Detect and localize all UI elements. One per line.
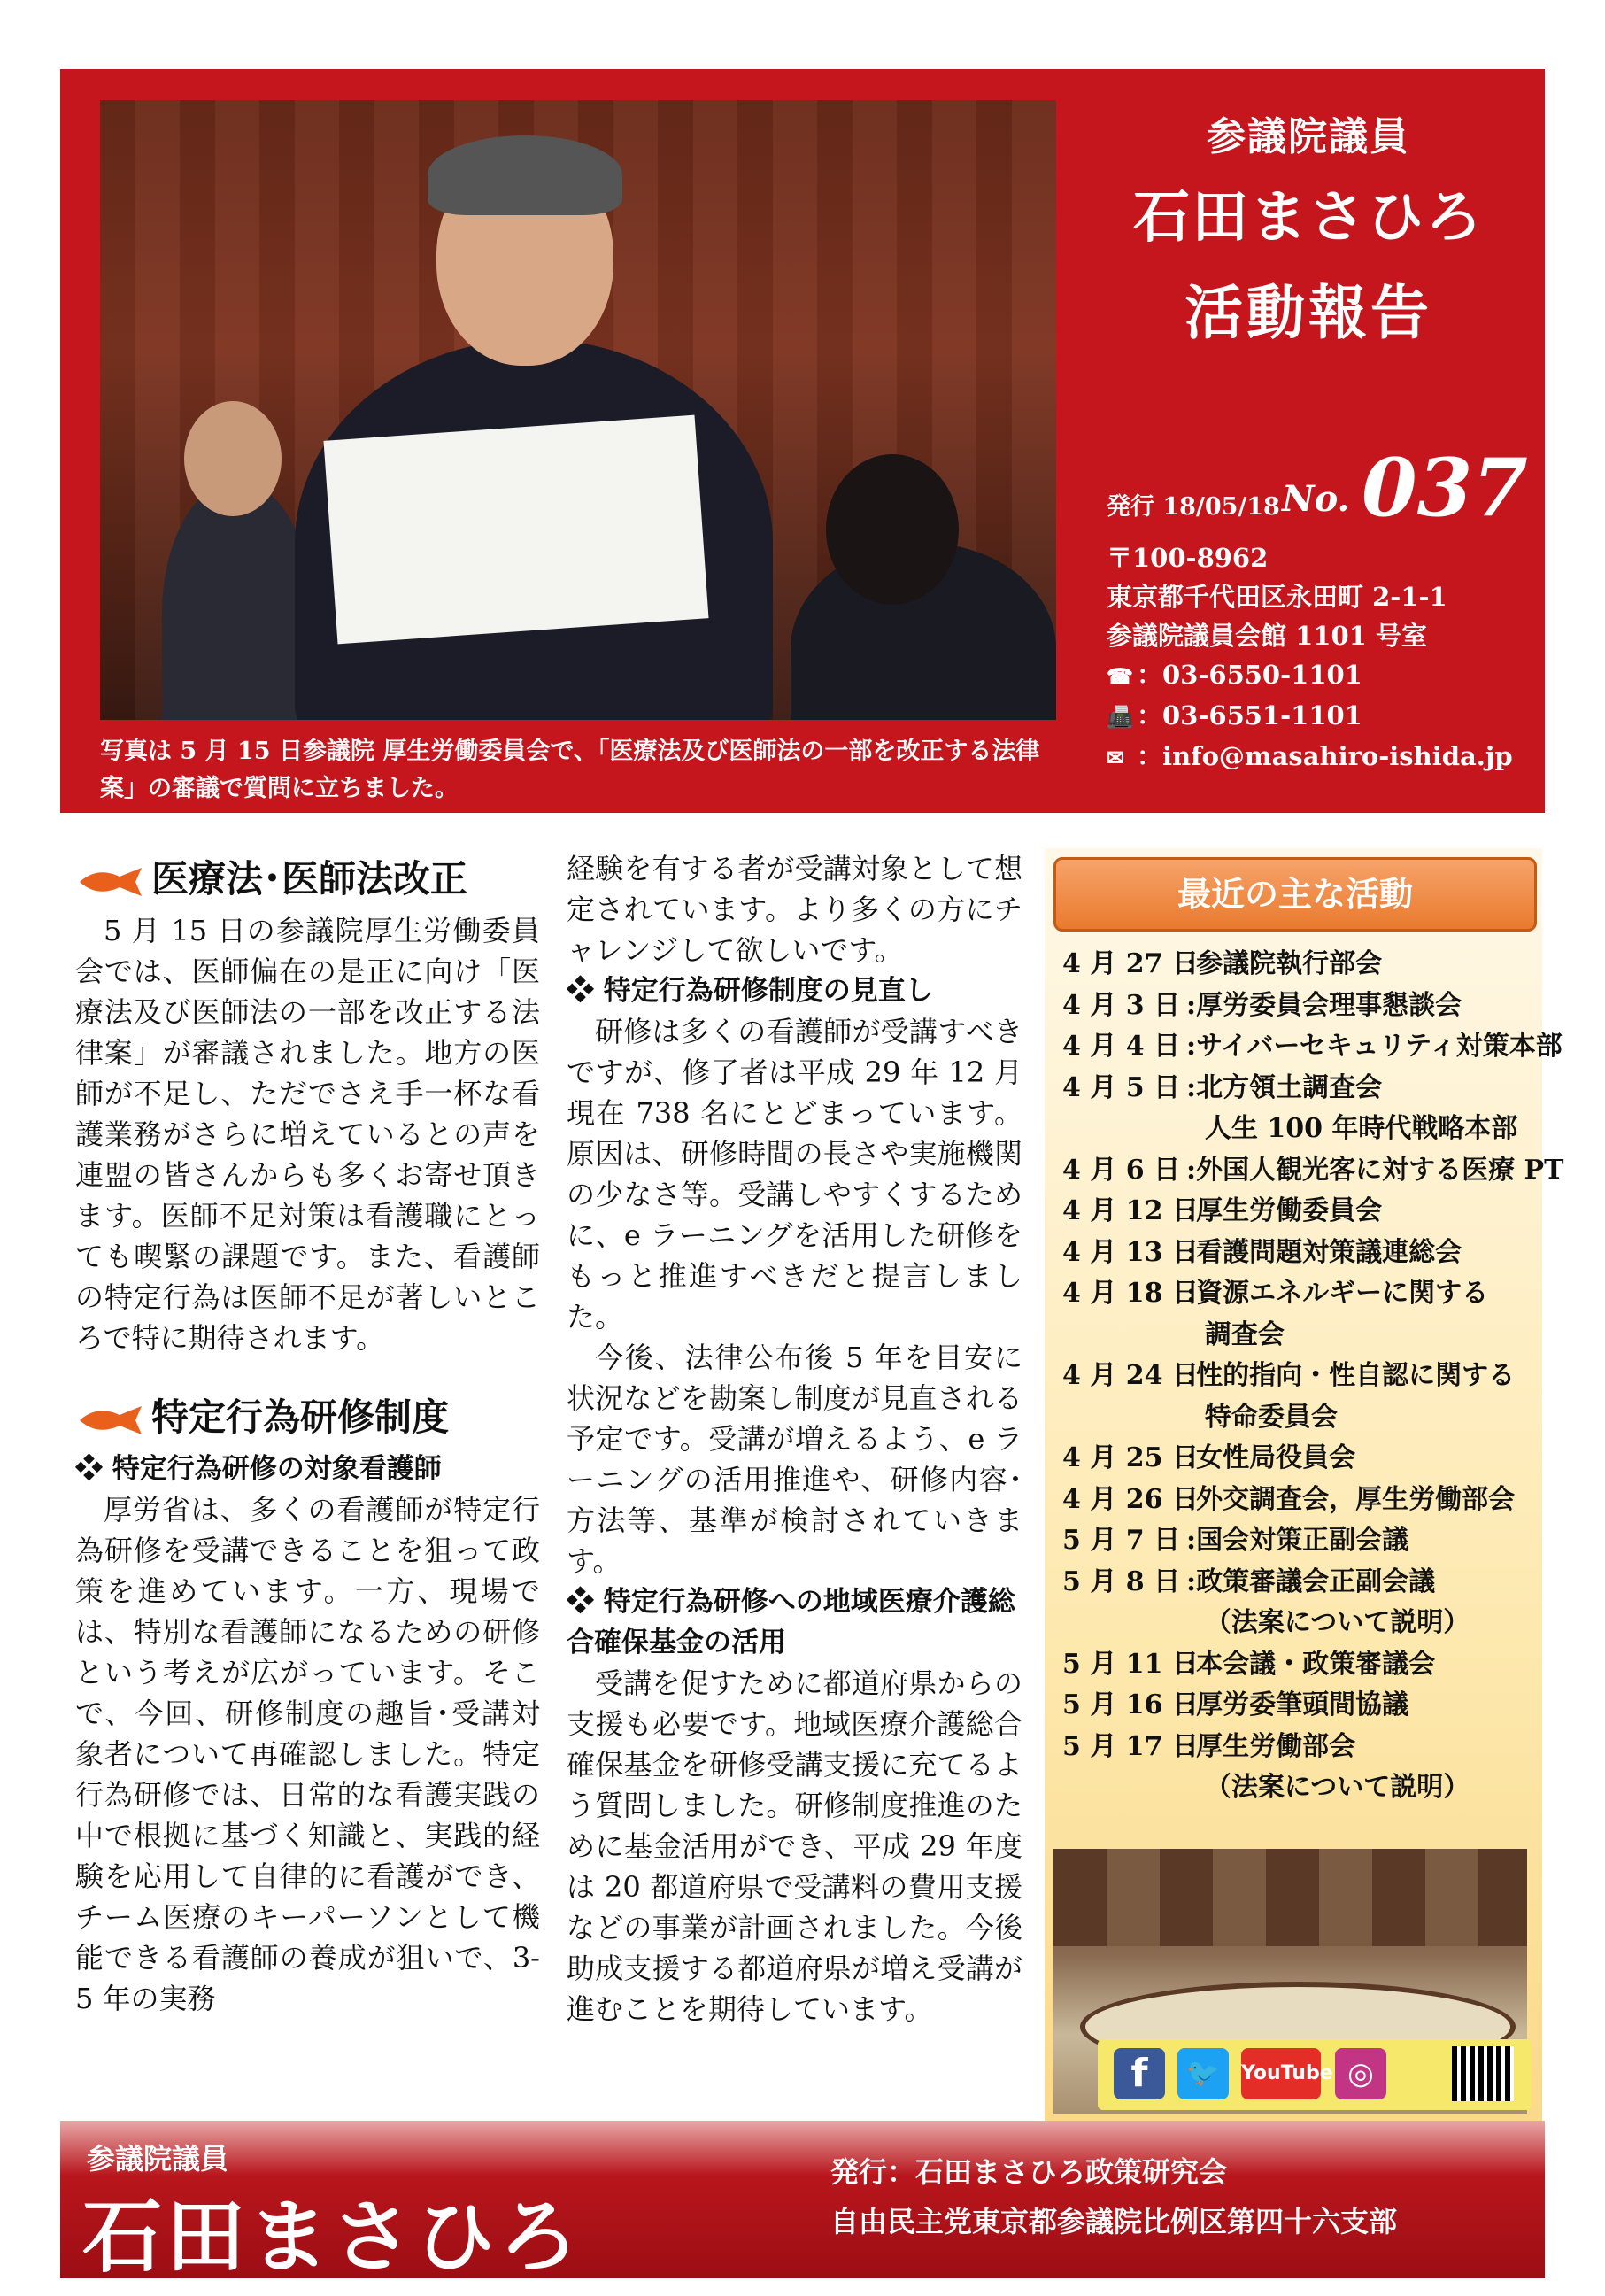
activity-text: :厚労委筆頭間協議 [1186, 1689, 1409, 1720]
issue-info [1087, 441, 1530, 535]
social-links [1098, 2039, 1532, 2110]
activity-text: :本会議・政策審議会 [1186, 1648, 1436, 1680]
activity-item [1062, 1109, 1540, 1150]
address-line-2: 参議院議員会館 1101 号室 [1107, 621, 1427, 651]
activity-date: 5 月 7 日 [1062, 1525, 1181, 1556]
activity-item [1062, 1150, 1564, 1192]
activity-date [1062, 1767, 1186, 1809]
header-banner [60, 69, 1545, 813]
activity-item [1062, 1438, 1540, 1480]
activity-text: :看護問題対策議連総会 [1186, 1236, 1462, 1268]
activity-text: :政策審議会正副会議 [1186, 1565, 1436, 1597]
masthead [1087, 104, 1530, 771]
column-2 [567, 848, 1022, 2029]
activity-item [1062, 1026, 1563, 1068]
committee-photo [100, 100, 1056, 720]
tel-row [1107, 655, 1513, 696]
activity-item [1062, 1644, 1540, 1686]
activity-item [1062, 1685, 1540, 1727]
postal-code: 〒100-8962 [1107, 543, 1269, 573]
qr-code-icon[interactable] [1452, 2046, 1514, 2101]
activity-date: 4 月 26 日 [1062, 1483, 1199, 1515]
activity-text: :厚生労働部会 [1186, 1730, 1356, 1762]
publisher-line-2: 自由民主党東京都参議院比例区第四十六支部 [830, 2205, 1398, 2238]
activities-title: 最近の主な活動 [1053, 857, 1537, 932]
issue-date: 発行 18/05/18 [1107, 493, 1280, 521]
column-1 [75, 848, 540, 2019]
activity-text: :女性局役員会 [1186, 1442, 1356, 1473]
subheading: ❖ 特定行為研修への地域医療介護総合確保基金の活用 [567, 1586, 1015, 1658]
activity-item [1062, 1233, 1540, 1274]
activity-date: 4 月 13 日 [1062, 1236, 1199, 1268]
section-body: 受講を促すために都道府県からの支援も必要です。地域医療介護総合確保基金を研修受講支援に充てるよう質問しました。研修制度推進のために基金活用ができ、平成 29 年度は 20 都道府県で受講料の費用支援などの事業が計画されました。今後助成支援する都道府県が増え受講が進むことを期待しています。 [567, 1666, 1022, 2026]
activity-item [1062, 1603, 1540, 1644]
activity-text: :厚生労働委員会 [1186, 1195, 1383, 1226]
activity-item [1062, 1767, 1540, 1809]
activity-text: 人生 100 年時代戦略本部 [1186, 1113, 1518, 1144]
contact-address [1107, 538, 1513, 777]
fax-row [1107, 696, 1513, 737]
activity-text: 調査会 [1186, 1318, 1285, 1350]
activity-text: （法案について説明） [1186, 1607, 1470, 1638]
goldfish-icon [75, 864, 146, 900]
activity-date: 4 月 6 日 [1062, 1154, 1181, 1186]
fax-icon: 📠 [1107, 704, 1133, 730]
activity-text: :外国人観光客に対する医療 PT [1186, 1154, 1564, 1186]
instagram-icon[interactable]: ◎ [1335, 2048, 1386, 2099]
activity-item [1062, 1356, 1540, 1397]
activity-date [1062, 1397, 1186, 1439]
section-title-text: 特定行為研修制度 [151, 1395, 450, 1439]
masthead-role: 参議院議員 [1207, 114, 1410, 159]
activity-item [1062, 1068, 1540, 1109]
activity-text: :国会対策正副会議 [1186, 1525, 1409, 1556]
activity-date: 4 月 24 日 [1062, 1360, 1199, 1391]
activity-text: :外交調査会，厚生労働部会 [1186, 1483, 1516, 1515]
issue-no-label: No. [1282, 478, 1350, 520]
activities-list [1062, 944, 1564, 1809]
activity-text: :厚労委員会理事懇談会 [1186, 989, 1462, 1021]
activity-date: 4 月 27 日 [1062, 948, 1199, 979]
activity-text: （法案について説明） [1186, 1772, 1470, 1803]
phone-icon: ☎ [1107, 663, 1133, 689]
publisher-line-1: 発行：石田まさひろ政策研究会 [830, 2155, 1228, 2189]
activity-date: 4 月 4 日 [1062, 1031, 1181, 1062]
activity-date: 4 月 5 日 [1062, 1071, 1181, 1103]
activity-item [1062, 944, 1540, 986]
activity-text: :サイバーセキュリティ対策本部 [1186, 1031, 1563, 1062]
issue-number: 037 [1362, 441, 1528, 535]
facebook-icon[interactable]: f [1114, 2048, 1165, 2099]
footer-banner [60, 2121, 1545, 2284]
address-line-1: 東京都千代田区永田町 2-1-1 [1107, 582, 1447, 612]
activity-item [1062, 986, 1540, 1027]
footer-name: 石田まさひろ [82, 2191, 582, 2284]
activity-item [1062, 1397, 1540, 1439]
masthead-report-title: 活動報告 [1184, 278, 1432, 347]
activity-text: 特命委員会 [1186, 1401, 1338, 1433]
activity-item [1062, 1191, 1540, 1233]
activity-date: 4 月 12 日 [1062, 1195, 1199, 1226]
footer-role: 参議院議員 [87, 2142, 229, 2176]
activity-date: 5 月 11 日 [1062, 1648, 1199, 1680]
goldfish-icon [75, 1403, 146, 1438]
activity-date [1062, 1315, 1186, 1357]
masthead-name: 石田まさひろ [1133, 184, 1484, 251]
activity-text: :北方領土調査会 [1186, 1071, 1383, 1103]
activity-date: 5 月 16 日 [1062, 1689, 1199, 1720]
activity-date: 4 月 3 日 [1062, 989, 1181, 1021]
activity-date: 4 月 25 日 [1062, 1442, 1199, 1473]
section-body: 経験を有する者が受講対象として想定されています。より多くの方にチャレンジして欲しいです。 [567, 852, 1022, 967]
activity-item [1062, 1562, 1540, 1604]
email-address: ：info@masahiro-ishida.jp [1137, 741, 1513, 771]
youtube-icon[interactable]: YouTube [1241, 2048, 1321, 2099]
activity-item [1062, 1480, 1540, 1521]
email-row [1107, 737, 1513, 777]
activity-item [1062, 1315, 1540, 1357]
fax-number: ：03-6551-1101 [1137, 700, 1362, 731]
subheading: ❖ 特定行為研修の対象看護師 [75, 1453, 442, 1485]
activity-date [1062, 1109, 1186, 1150]
subheading: ❖ 特定行為研修制度の見直し [567, 975, 933, 1007]
activity-item [1062, 1273, 1540, 1315]
activity-item [1062, 1727, 1540, 1768]
activity-item [1062, 1520, 1540, 1562]
twitter-icon[interactable]: 🐦 [1177, 2048, 1229, 2099]
activity-date [1062, 1603, 1186, 1644]
activity-text: :資源エネルギーに関する [1186, 1278, 1489, 1309]
activity-date: 4 月 18 日 [1062, 1278, 1199, 1309]
footer-publisher [830, 2147, 1397, 2246]
section-body: 今後、法律公布後 5 年を目安に状況などを勘案し制度が見直される予定です。受講が増えるよう、e ラーニングの活用推進や、研修内容･方法等、基準が検討されていきます。 [567, 1341, 1022, 1578]
photo-caption: 写真は 5 月 15 日参議院 厚生労働委員会で、「医療法及び医師法の一部を改正する法律案」の審議で質問に立ちました。 [100, 738, 1040, 802]
section-title-training [75, 1387, 540, 1449]
section-title-text: 医療法･医師法改正 [151, 857, 468, 901]
activity-date: 5 月 17 日 [1062, 1730, 1199, 1762]
activity-text: :参議院執行部会 [1186, 948, 1383, 979]
section-body: 5 月 15 日の参議院厚生労働委員会では、医師偏在の是正に向け「医療法及び医師法の一部を改正する法律案」が審議されました。地方の医師が不足し、ただでさえ手一杯な看護業務がさらに増えているとの声を連盟の皆さんからも多くお寄せ頂きます。医師不足対策は看護職にとっても喫緊の課題です。また、看護師の特定行為は医師不足が著しいところで特に期待されます。 [75, 914, 540, 1355]
activity-date: 5 月 8 日 [1062, 1565, 1181, 1597]
section-title-medical-law [75, 848, 540, 910]
section-body: 厚労省は、多くの看護師が特定行為研修を受講できることを狙って政策を進めています。一方、現場では、特別な看護師になるための研修という考えが広がっています。そこで、今回、研修制度の趣旨･受講対象者について再確認しました。特定行為研修では、日常的な看護実践の中で根拠に基づく知識と、実践的経験を応用して自律的に看護ができ、チーム医療のキーパーソンとして機能できる看護師の養成が狙いで、3-5 年の実務 [75, 1493, 540, 2015]
section-body: 研修は多くの看護師が受講すべきですが、修了者は平成 29 年 12 月現在 738 名にとどまっています。原因は、研修時間の長さや実施機関の少なさ等。受講しやすくするために、e ラーニングを活用した研修をもっと推進すべきだと提言しました。 [567, 1015, 1022, 1334]
email-icon: ✉ [1107, 745, 1125, 770]
tel-number: ：03-6550-1101 [1137, 660, 1362, 690]
activity-text: :性的指向・性自認に関する [1186, 1360, 1516, 1391]
activities-panel [1045, 848, 1564, 2123]
